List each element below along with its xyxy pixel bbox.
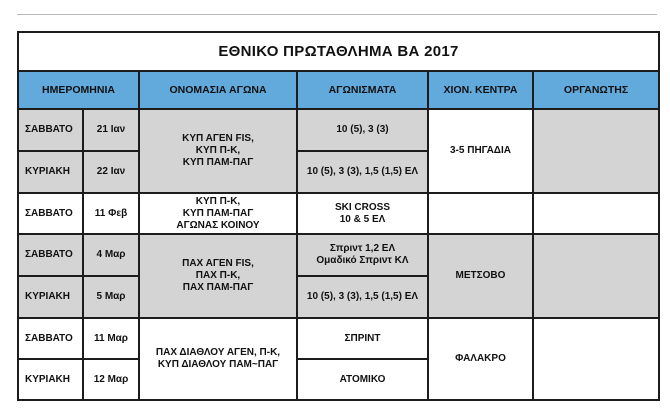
date-cell: 11 Φεβ: [83, 193, 139, 234]
header-organizer: ΟΡΓΑΝΩΤΗΣ: [533, 71, 659, 109]
header-date: ΗΜΕΡΟΜΗΝΙΑ: [18, 71, 139, 109]
table-row: [18, 318, 659, 359]
day-cell: ΚΥΡΙΑΚΗ: [18, 276, 83, 318]
table-row: [18, 234, 659, 276]
date-cell: 22 Ιαν: [83, 151, 139, 193]
race-name-cell: ΠΑΧ ΑΓΕΝ FIS, ΠΑΧ Π-Κ, ΠΑΧ ΠΑΜ-ΠΑΓ: [139, 234, 297, 318]
header-row: [18, 71, 659, 109]
day-cell: ΣΑΒΒΑΤΟ: [18, 193, 83, 234]
day-cell: ΚΥΡΙΑΚΗ: [18, 359, 83, 400]
header-ski-center: ΧΙΟΝ. ΚΕΝΤΡΑ: [428, 71, 533, 109]
organizer-cell: [533, 234, 659, 318]
date-cell: 12 Μαρ: [83, 359, 139, 400]
date-cell: 21 Ιαν: [83, 109, 139, 151]
championship-schedule-table: [17, 31, 660, 401]
organizer-cell: [533, 193, 659, 234]
page-title: ΕΘΝΙΚΟ ΠΡΩΤΑΘΛΗΜΑ ΒΑ 2017: [18, 32, 659, 71]
championship-table-container: [17, 31, 658, 411]
race-name-cell: ΚΥΠ Π-Κ, ΚΥΠ ΠΑΜ-ΠΑΓ ΑΓΩΝΑΣ ΚΟΙΝΟΥ: [139, 193, 297, 234]
race-name-cell: ΠΑΧ ΔΙΑΘΛΟΥ ΑΓΕΝ, Π-Κ, ΚΥΠ ΔΙΑΘΛΟΥ ΠΑΜ~ΠΑΓ: [139, 318, 297, 400]
day-cell: ΣΑΒΒΑΤΟ: [18, 318, 83, 359]
events-cell: 10 (5), 3 (3): [297, 109, 428, 151]
organizer-cell: [533, 109, 659, 193]
race-name-cell: ΚΥΠ ΑΓΕΝ FIS, ΚΥΠ Π-Κ, ΚΥΠ ΠΑΜ-ΠΑΓ: [139, 109, 297, 193]
events-cell: ΣΠΡΙΝΤ: [297, 318, 428, 359]
date-cell: 4 Μαρ: [83, 234, 139, 276]
date-cell: 5 Μαρ: [83, 276, 139, 318]
ski-center-cell: ΜΕΤΣΟΒΟ: [428, 234, 533, 318]
day-cell: ΣΑΒΒΑΤΟ: [18, 109, 83, 151]
header-events: ΑΓΩΝΙΣΜΑΤΑ: [297, 71, 428, 109]
day-cell: ΚΥΡΙΑΚΗ: [18, 151, 83, 193]
header-race-name: ΟΝΟΜΑΣΙΑ ΑΓΩΝΑ: [139, 71, 297, 109]
events-cell: 10 (5), 3 (3), 1,5 (1,5) ΕΛ: [297, 151, 428, 193]
organizer-cell: [533, 318, 659, 400]
day-cell: ΣΑΒΒΑΤΟ: [18, 234, 83, 276]
events-cell: ΑΤΟΜΙΚΟ: [297, 359, 428, 400]
events-cell: SKI CROSS 10 & 5 ΕΛ: [297, 193, 428, 234]
top-rule: [17, 14, 657, 15]
ski-center-cell: [428, 193, 533, 234]
events-cell: 10 (5), 3 (3), 1,5 (1,5) ΕΛ: [297, 276, 428, 318]
events-cell: Σπριντ 1,2 ΕΛ Ομαδικό Σπριντ ΚΛ: [297, 234, 428, 276]
ski-center-cell: ΦΑΛΑΚΡΟ: [428, 318, 533, 400]
table-row: [18, 109, 659, 151]
ski-center-cell: 3-5 ΠΗΓΑΔΙΑ: [428, 109, 533, 193]
date-cell: 11 Μαρ: [83, 318, 139, 359]
table-row: [18, 193, 659, 234]
